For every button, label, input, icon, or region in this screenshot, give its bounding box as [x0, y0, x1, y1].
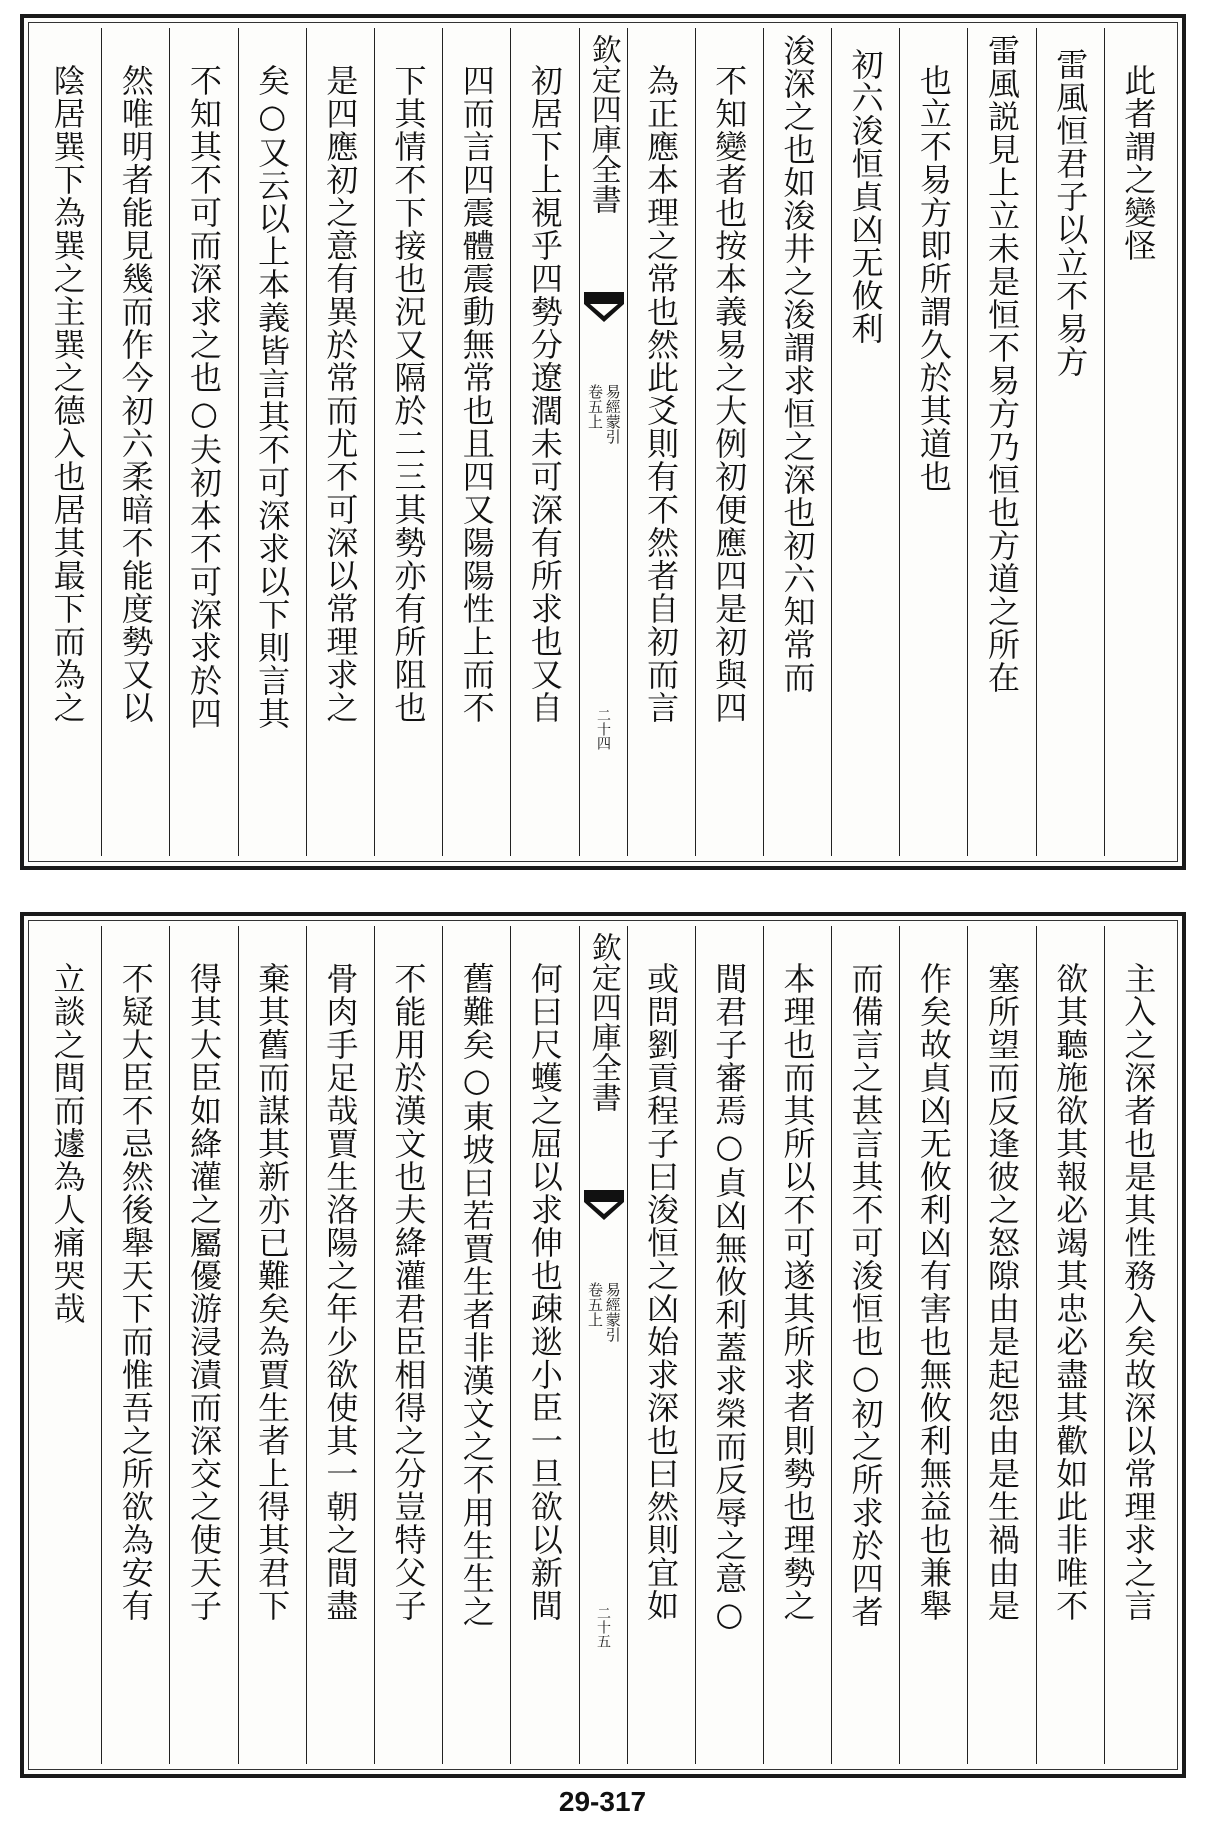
- column-text: 立談之間而遽為人痛哭哉: [48, 962, 87, 1325]
- column-text: 陰居巽下為巽之主巽之德入也居其最下而為之: [48, 64, 87, 724]
- text-column: [899, 28, 967, 856]
- volume-label: 卷五上: [586, 1282, 604, 1327]
- column-text: 塞所望而反逢彼之怒隙由是起怨由是生禍由是: [983, 962, 1022, 1622]
- column-text: 作矣故貞凶无攸利凶有害也無攸利無益也兼舉: [914, 962, 953, 1622]
- text-column: [627, 926, 695, 1764]
- text-column: [238, 926, 306, 1764]
- book-name: 易經蒙引: [603, 1282, 622, 1342]
- bottom-page-frame: [20, 912, 1186, 1778]
- page-number: 二十四: [595, 708, 611, 750]
- text-column: [101, 28, 169, 856]
- page-number: 二十五: [595, 1606, 611, 1648]
- text-column: [34, 926, 101, 1764]
- center-fold-column: [579, 926, 627, 1764]
- text-column: [374, 926, 442, 1764]
- text-column: [967, 926, 1035, 1764]
- column-text: 何曰尺蠖之屈以求伸也疎逖小臣一旦欲以新間: [525, 962, 564, 1622]
- text-column: [510, 28, 578, 856]
- text-column: [238, 28, 306, 856]
- book-title: 欽定四庫全書: [585, 34, 621, 214]
- column-text: 然唯明者能見幾而作今初六柔暗不能度勢又以: [116, 64, 155, 724]
- text-column: [1036, 926, 1104, 1764]
- text-column: [627, 28, 695, 856]
- column-text: 矣○又云以上本義皆言其不可深求以下則言其: [253, 64, 292, 730]
- column-text: 浚深之也如浚井之浚謂求恒之深也初六知常而: [778, 34, 817, 694]
- text-column: [695, 28, 763, 856]
- column-text: 欲其聽施欲其報必竭其忠必盡其歡如此非唯不: [1051, 962, 1090, 1622]
- text-column: [831, 926, 899, 1764]
- text-column: [967, 28, 1035, 856]
- text-column: [34, 28, 101, 856]
- book-name: 易經蒙引: [603, 384, 622, 444]
- center-fold-column: [579, 28, 627, 856]
- column-text: 間君子審焉○貞凶無攸利蓋求榮而反辱之意○: [710, 962, 749, 1634]
- text-column: [169, 926, 237, 1764]
- text-column: [510, 926, 578, 1764]
- top-page-columns: [34, 28, 1172, 856]
- column-text: 雷風説見上立未是恒不易方乃恒也方道之所在: [983, 34, 1022, 694]
- volume-label: 卷五上: [586, 384, 604, 429]
- top-page-frame: [20, 14, 1186, 870]
- column-text: 四而言四震體震動無常也且四又陽陽性上而不: [457, 64, 496, 724]
- text-column: [101, 926, 169, 1764]
- page-footer-number: 29-317: [558, 1786, 647, 1817]
- column-text: 而備言之甚言其不可浚恒也○初之所求於四者: [846, 962, 885, 1628]
- column-text: 棄其舊而謀其新亦已難矣為賈生者上得其君下: [253, 962, 292, 1622]
- column-text: 或問劉貢程子曰浚恒之凶始求深也曰然則宜如: [642, 962, 681, 1622]
- column-text: 主入之深者也是其性務入矣故深以常理求之言: [1119, 962, 1158, 1622]
- text-column: [169, 28, 237, 856]
- text-column: [442, 926, 510, 1764]
- heading-column: [831, 28, 899, 856]
- column-text: 也立不易方即所謂久於其道也: [914, 64, 953, 493]
- text-column: [306, 28, 374, 856]
- fish-tail-mark-icon: [584, 1190, 624, 1224]
- column-text: 不疑大臣不忌然後舉天下而惟吾之所欲為安有: [116, 962, 155, 1622]
- column-text: 初六浚恒貞凶无攸利: [846, 48, 885, 345]
- column-text: 不能用於漢文也夫絳灌君臣相得之分豈特父子: [389, 962, 428, 1622]
- column-text: 此者謂之變怪: [1119, 64, 1158, 262]
- text-column: [763, 28, 831, 856]
- column-text: 雷風恒君子以立不易方: [1051, 48, 1090, 378]
- column-text: 不知變者也按本義易之大例初便應四是初與四: [710, 64, 749, 724]
- text-column: [695, 926, 763, 1764]
- fish-tail-mark-icon: [584, 292, 624, 326]
- column-text: 骨肉手足哉賈生洛陽之年少欲使其一朝之間盡: [321, 962, 360, 1622]
- column-text: 舊難矣○東坡曰若賈生者非漢文之不用生生之: [457, 962, 496, 1628]
- text-column: [1104, 926, 1172, 1764]
- text-column: [899, 926, 967, 1764]
- column-text: 不知其不可而深求之也○夫初本不可深求於四: [184, 64, 223, 730]
- text-column: [1104, 28, 1172, 856]
- text-column: [442, 28, 510, 856]
- book-title: 欽定四庫全書: [585, 932, 621, 1112]
- text-column: [306, 926, 374, 1764]
- text-column: [763, 926, 831, 1764]
- bottom-page-columns: [34, 926, 1172, 1764]
- column-text: 為正應本理之常也然此爻則有不然者自初而言: [642, 64, 681, 724]
- column-text: 本理也而其所以不可遂其所求者則勢也理勢之: [778, 962, 817, 1622]
- column-text: 初居下上視乎四勢分遼濶未可深有所求也又自: [525, 64, 564, 724]
- heading-column: [1036, 28, 1104, 856]
- column-text: 下其情不下接也況又隔於二三其勢亦有所阻也: [389, 64, 428, 724]
- text-column: [374, 28, 442, 856]
- column-text: 是四應初之意有異於常而尤不可深以常理求之: [321, 64, 360, 724]
- column-text: 得其大臣如絳灌之屬優游浸漬而深交之使天子: [184, 962, 223, 1622]
